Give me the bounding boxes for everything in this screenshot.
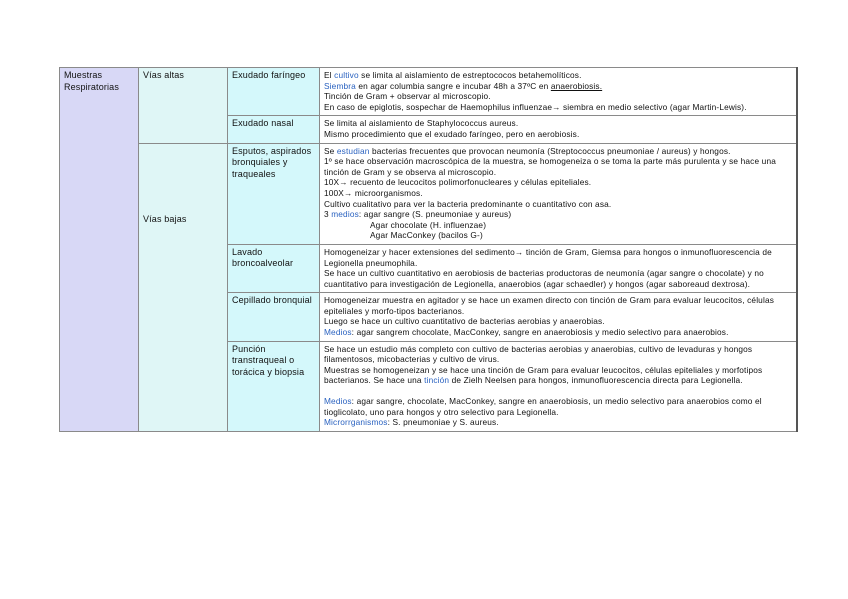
exudado-faringeo-label: Exudado faríngeo (228, 68, 320, 116)
cepillado-label: Cepillado bronquial (228, 293, 320, 341)
table-row (60, 68, 797, 116)
lavado-content: Homogeneizar y hacer extensiones del sedimento→ tinción de Gram, Giemsa para hongos o inmunofluorescencia de Legionella pneumophila. Se hace un cultivo cuantitativo en aerobiosis de bacterias productoras de neumonía (agar sangre o chocolate) y no cuantitativo para investigación de Legionella, anaerobios (agar schaedler) y hongos (agar saboreaud dextrosa). (320, 244, 797, 292)
exudado-nasal-label: Exudado nasal (228, 116, 320, 143)
vias-bajas-cell: Vías bajas (139, 143, 228, 431)
cepillado-content: Homogeneizar muestra en agitador y se hace un examen directo con tinción de Gram para evaluar leucocitos, células epiteliales y morfo-tipos bacterianos. Luego se hace un cultivo cuantitativo de bacterias aerobias y anaerobias. Medios: agar sangrem chocolate, MacConkey, sangre en anaerobiosis y medio selectivo para anaerobios. (320, 293, 797, 341)
puncion-content: Se hace un estudio más completo con cultivo de bacterias aerobias y anaerobias, cultivo de levaduras y hongos filamentosos, micobacterias y cultivo de virus. Muestras se homogeneizan y se hace una tinción de Gram para evaluar leucocitos, células epiteliales y morfotipos bacterianos. Se hace una tinción de Zielh Neelsen para hongos, inmunofluorescencia directa para Legionella. Medios: agar sangre, chocolate, MacConkey, sangre en anaerobiosis, un medio selectivo para anaerobios como el tioglicolato, uno para hongos y otro selectivo para Legionella. Microrrganismos: S. pneumoniae y S. aureus. (320, 341, 797, 431)
esputos-content: Se estudian bacterias frecuentes que provocan neumonía (Streptococcus pneumoniae / aureus) y hongos. 1º se hace observación macroscópica de la muestra, se homogeneiza o se toma la parte más purulenta y se hace una tinción de Gram y se observa al microscopio. 10X→ recuento de leucocitos polimorfonucleares y células epiteliales. 100X→ microorganismos. Cultivo cualitativo para ver la bacteria predominante o cuantitativo con asa. 3 medios: agar sangre (S. pneumoniae y aureus) Agar chocolate (H. influenzae) Agar MacConkey (bacilos G-) (320, 143, 797, 244)
vias-altas-cell: Vías altas (139, 68, 228, 144)
lavado-label: Lavado broncoalveolar (228, 244, 320, 292)
group-cell: Muestras Respiratorias (60, 68, 139, 432)
table-row (60, 143, 797, 244)
exudado-nasal-content: Se limita al aislamiento de Staphylococcus aureus. Mismo procedimiento que el exudado faríngeo, pero en aerobiosis. (320, 116, 797, 143)
exudado-faringeo-content: El cultivo se limita al aislamiento de estreptococos betahemolíticos. Siembra en agar columbia sangre e incubar 48h a 37ºC en anaerobiosis. Tinción de Gram + observar al microscopio. En caso de epiglotis, sospechar de Haemophilus influenzae→ siembra en medio selectivo (agar Martin-Lewis). (320, 68, 797, 116)
esputos-label: Esputos, aspirados bronquiales y traqueales (228, 143, 320, 244)
puncion-label: Punción transtraqueal o torácica y biopsia (228, 341, 320, 431)
respiratory-samples-table (59, 67, 798, 432)
